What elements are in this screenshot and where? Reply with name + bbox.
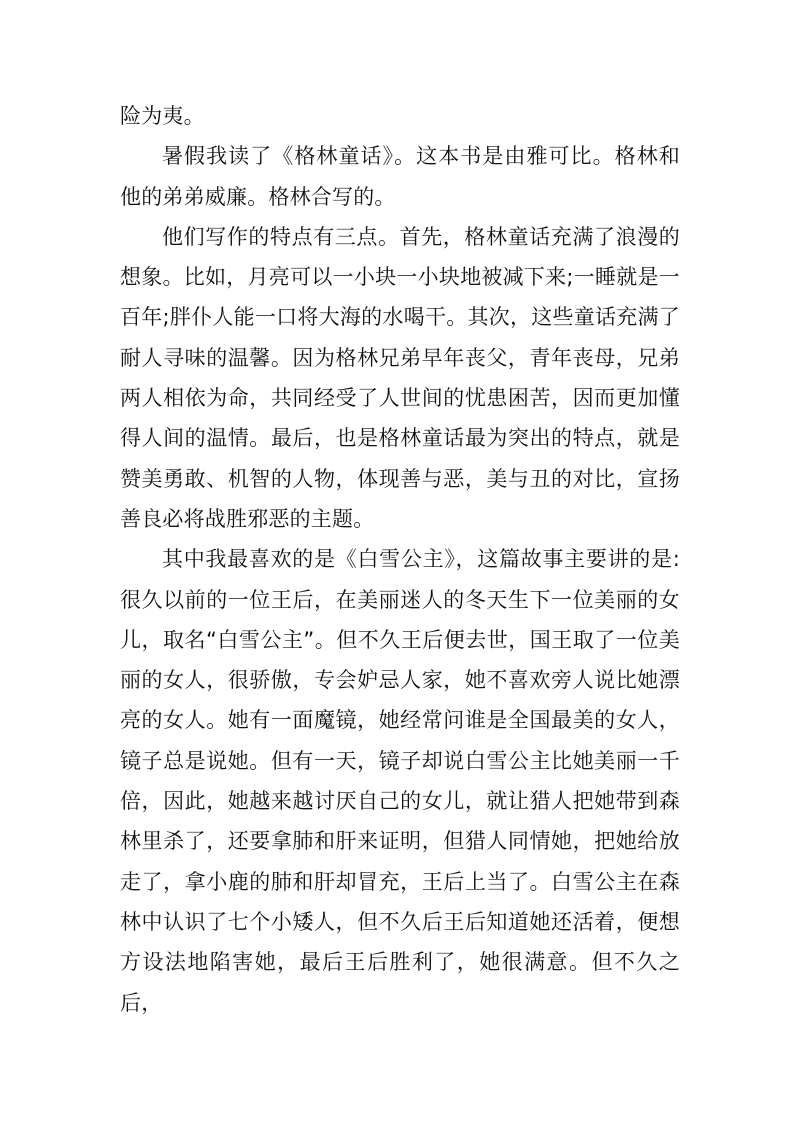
paragraph-2: 暑假我读了《格林童话》。这本书是由雅可比。格林和他的弟弟威廉。格林合写的。 xyxy=(120,144,680,209)
paragraph-1: 险为夷。 xyxy=(120,104,205,128)
paragraph-4: 其中我最喜欢的是《白雪公主》，这篇故事主要讲的是:很久以前的一位王后，在美丽迷人的冬天生下一位美丽的女儿，取名“白雪公主”。但不久王后便去世，国王取了一位美丽的女人，很骄傲，专会妒忌人家，她不喜欢旁人说比她漂亮的女人。她有一面魔镜，她经常问谁是全国最美的女人，镜子总是说她。但有一天，镜子却说白雪公主比她美丽一千倍，因此，她越来越讨厌自己的女儿，就让猎人把她带到森林里杀了，还要拿肺和肝来证明，但猎人同情她，把她给放走了，拿小鹿的肺和肝却冒充，王后上当了。白雪公主在森林中认识了七个小矮人，但不久后王后知道她还活着，便想方设法地陷害她，最后王后胜利了，她很满意。但不久之后， xyxy=(120,547,680,1015)
paragraph-3: 他们写作的特点有三点。首先，格林童话充满了浪漫的想象。比如，月亮可以一小块一小块地被减下来;一睡就是一百年;胖仆人能一口将大海的水喝干。其次，这些童话充满了耐人寻味的温馨。因为格林兄弟早年丧父，青年丧母，兄弟两人相依为命，共同经受了人世间的忧患困苦，因而更加懂得人间的温情。最后，也是格林童话最为突出的特点，就是赞美勇敢、机智的人物，体现善与恶，美与丑的对比，宣扬善良必将战胜邪恶的主题。 xyxy=(120,224,680,531)
document-body xyxy=(120,96,680,1023)
